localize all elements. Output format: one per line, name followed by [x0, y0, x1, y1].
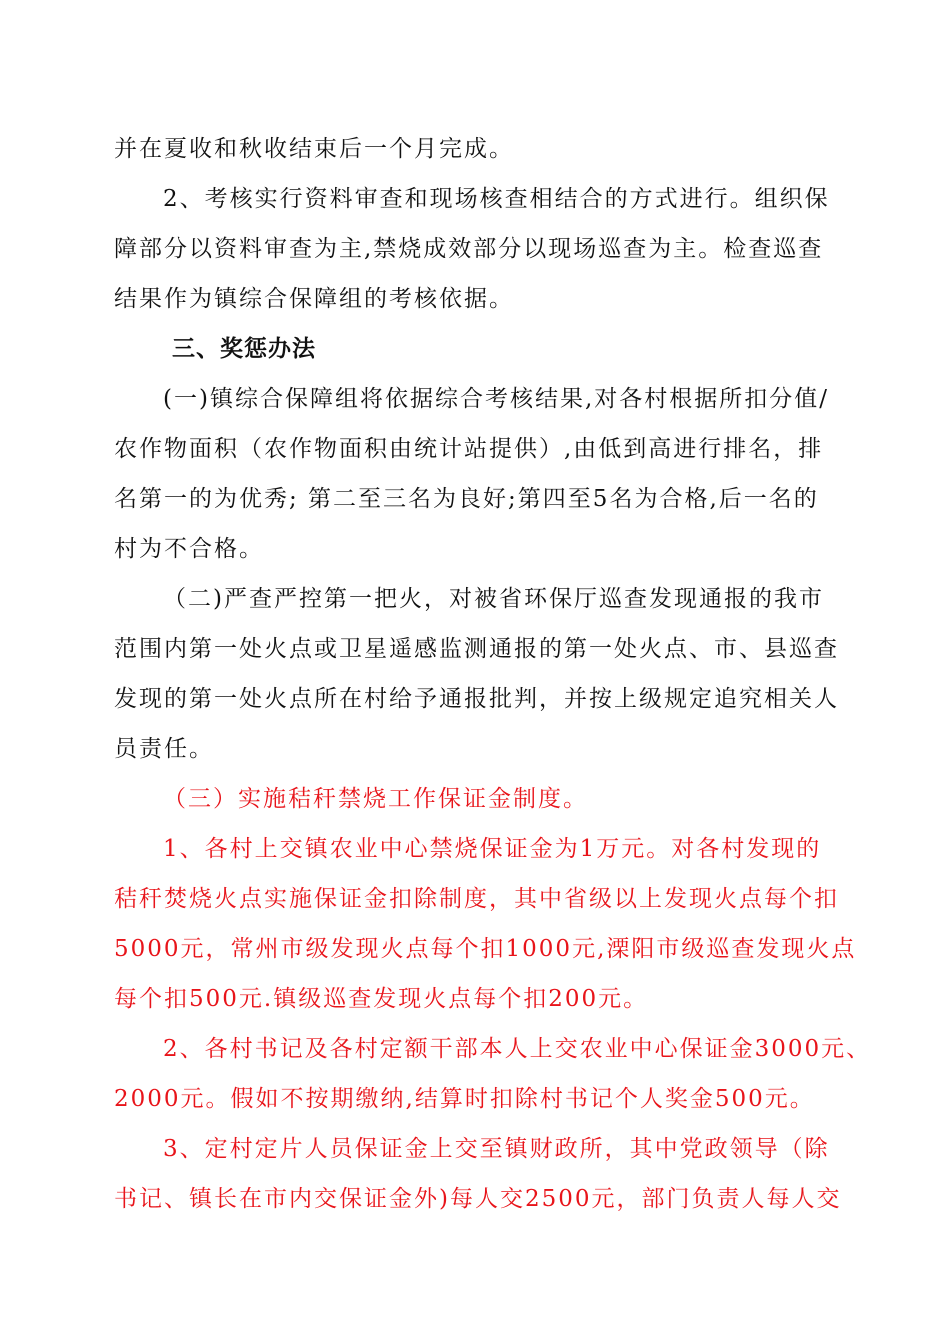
paragraph-line-6: (一)镇综合保障组将依据综合考核结果,对各村根据所扣分值/	[163, 386, 830, 412]
red-line-5: 2、各村书记及各村定额干部本人上交农业中心保证金3000元、	[163, 1036, 872, 1062]
paragraph-line-7: 农作物面积（农作物面积由统计站提供）,由低到高进行排名，排	[114, 436, 824, 462]
red-line-4: 每个扣500元.镇级巡查发现火点每个扣200元。	[114, 986, 649, 1012]
red-line-3: 5000元，常州市级发现火点每个扣1000元,溧阳市级巡查发现火点	[114, 936, 857, 962]
paragraph-line-12: 发现的第一处火点所在村给予通报批判，并按上级规定追究相关人	[114, 686, 839, 712]
paragraph-line-8: 名第一的为优秀; 第二至三名为良好;第四至5名为合格,后一名的	[114, 486, 819, 512]
red-subheading: （三）实施秸秆禁烧工作保证金制度。	[163, 786, 588, 812]
red-line-2: 秸秆焚烧火点实施保证金扣除制度，其中省级以上发现火点每个扣	[114, 886, 839, 912]
paragraph-line-3: 障部分以资料审查为主,禁烧成效部分以现场巡查为主。检查巡查	[114, 236, 824, 262]
paragraph-line-10: （二)严查严控第一把火，对被省环保厅巡查发现通报的我市	[163, 586, 824, 612]
paragraph-line-11: 范围内第一处火点或卫星遥感监测通报的第一处火点、市、县巡查	[114, 636, 839, 662]
section-heading: 三、奖惩办法	[172, 336, 316, 362]
red-line-8: 书记、镇长在市内交保证金外)每人交2500元，部门负责人每人交	[114, 1186, 842, 1212]
paragraph-line-2: 2、考核实行资料审查和现场核查相结合的方式进行。组织保	[163, 186, 830, 212]
paragraph-line-13: 员责任。	[114, 736, 214, 762]
red-line-6: 2000元。假如不按期缴纳,结算时扣除村书记个人奖金500元。	[114, 1086, 815, 1112]
red-line-1: 1、各村上交镇农业中心禁烧保证金为1万元。对各村发现的	[163, 836, 822, 862]
paragraph-line-4: 结果作为镇综合保障组的考核依据。	[114, 286, 514, 312]
paragraph-line-9: 村为不合格。	[114, 536, 264, 562]
paragraph-line-1: 并在夏收和秋收结束后一个月完成。	[114, 136, 514, 162]
red-line-7: 3、定村定片人员保证金上交至镇财政所，其中党政领导（除	[163, 1136, 830, 1162]
